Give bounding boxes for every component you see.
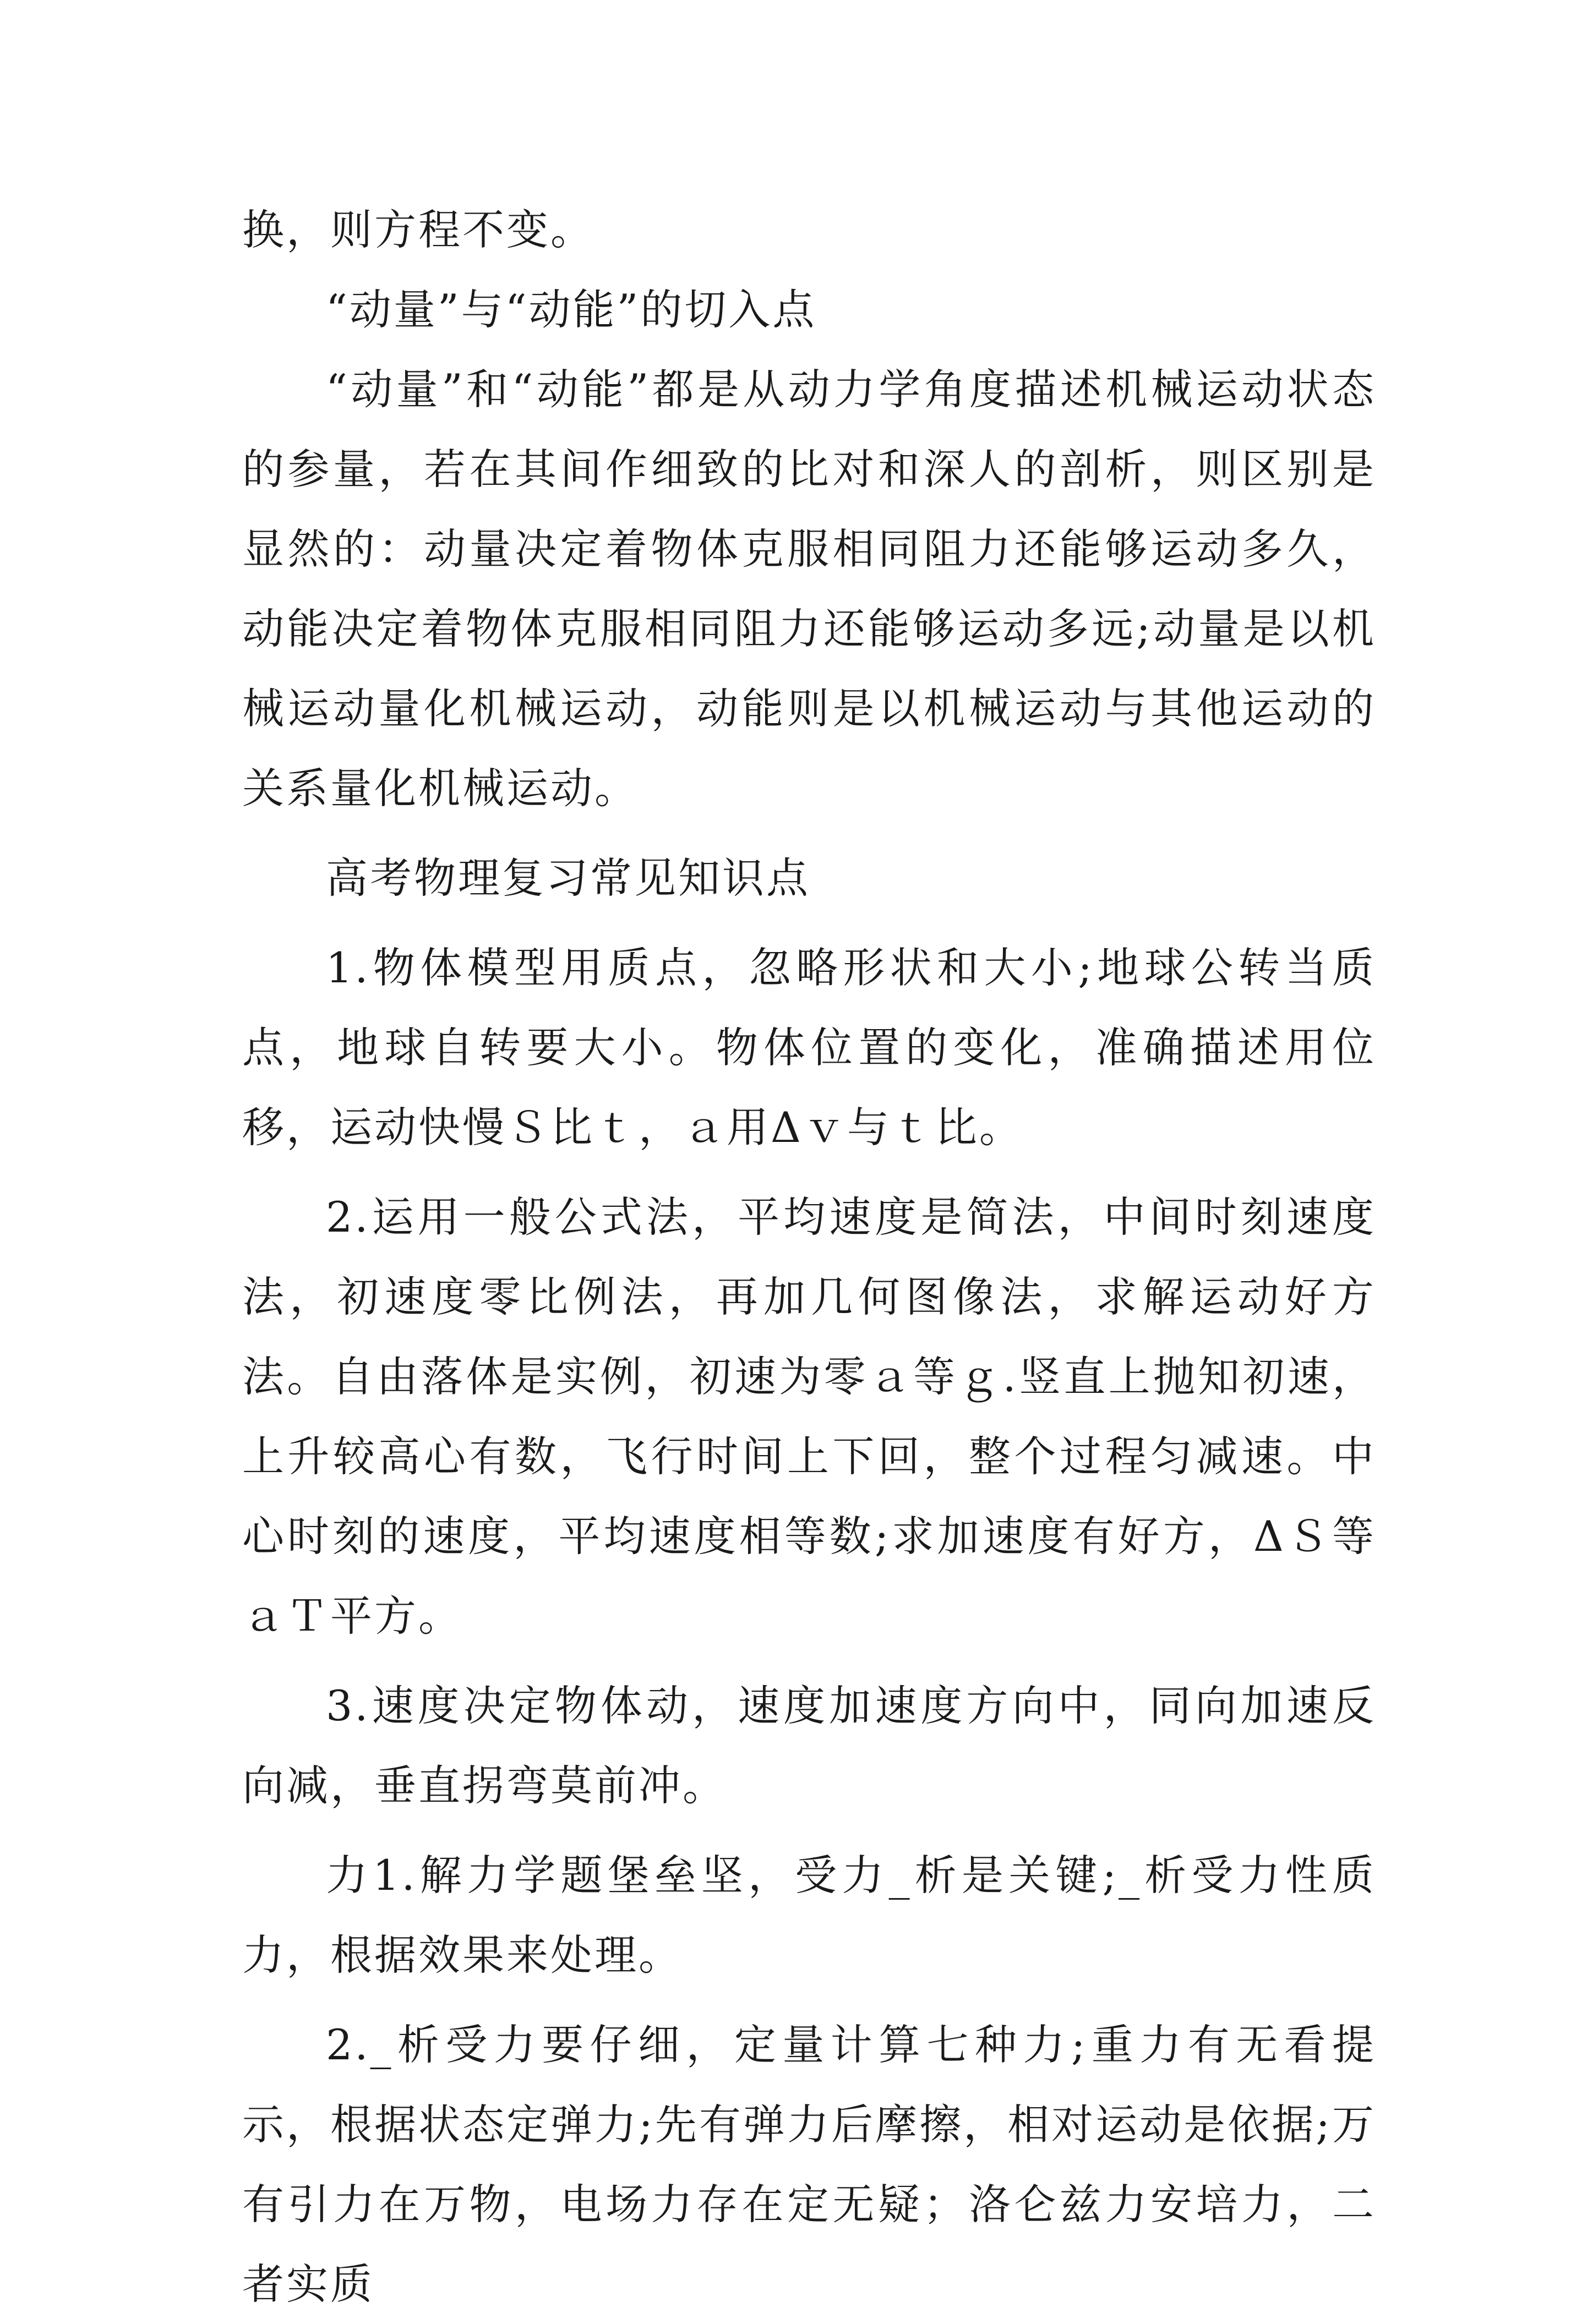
spacer: [242, 1167, 1376, 1177]
spacer: [242, 918, 1376, 928]
paragraph-7: 3.速度决定物体动，速度加速度方向中，同向加速反向减，垂直拐弯莫前冲。: [242, 1681, 1376, 1810]
paragraph-5: 1.物体模型用质点，忽略形状和大小;地球公转当质点，地球自转要大小。物体位置的变化，准确描述用位移，运动快慢Ｓ比ｔ，ａ用Δｖ与ｔ比。: [242, 943, 1376, 1152]
spacer: [242, 828, 1376, 838]
paragraph-6: 2.运用一般公式法，平均速度是简法，中间时刻速度法，初速度零比例法，再加几何图像法，求解运动好方法。自由落体是实例，初速为零ａ等ｇ.竖直上抛知初速，上升较高心有数，飞行时间上下回，整个过程匀减速。中心时刻的速度，平均速度相等数;求加速度有好方，ΔＳ等ａＴ平方。: [242, 1193, 1376, 1641]
paragraph-8: 力1.解力学题堡垒坚，受力_析是关键;_析受力性质力，根据效果来处理。: [242, 1851, 1376, 1979]
paragraph-3: “动量”和“动能”都是从动力学角度描述机械运动状态的参量，若在其间作细致的比对和深人的剖析，则区别是显然的：动量决定着物体克服相同阻力还能够运动多久，动能决定着物体克服相同阻力还能够运动多远;动量是以机械运动量化机械运动，动能则是以机械运动与其他运动的关系量化机械运动。: [242, 365, 1376, 813]
spacer: [242, 1656, 1376, 1666]
section-heading-knowledge-points: 高考物理复习常见知识点: [326, 854, 810, 903]
document-body: [242, 190, 1376, 2324]
paragraph-1: 换，则方程不变。: [242, 205, 594, 254]
section-heading-momentum-energy: “动量”与“动能”的切入点: [326, 285, 817, 334]
paragraph-9: 2._析受力要仔细，定量计算七种力;重力有无看提示，根据状态定弹力;先有弹力后摩擦，相对运动是依据;万有引力在万物，电场力存在定无疑；洛仑兹力安培力，二者实质: [242, 2020, 1376, 2309]
spacer: [242, 1825, 1376, 1835]
spacer: [242, 1995, 1376, 2005]
